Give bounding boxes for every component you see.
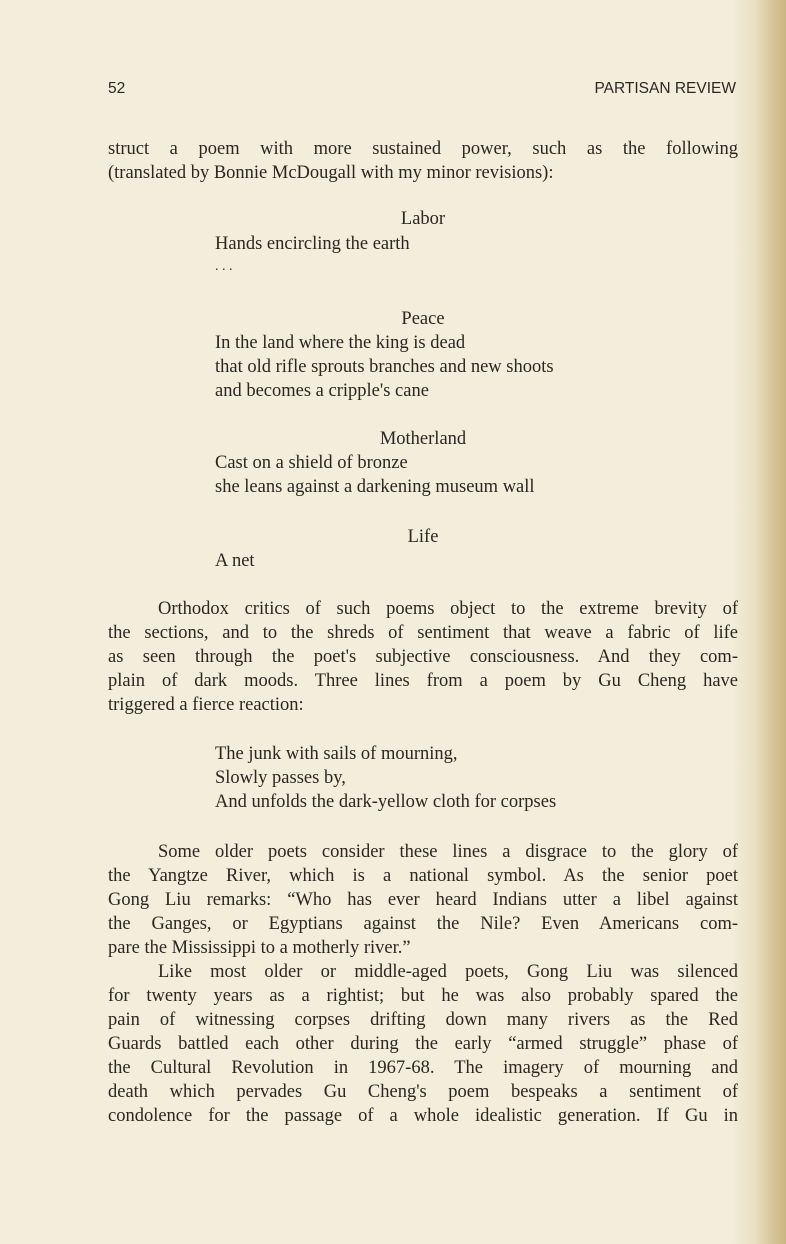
text-line: death which pervades Gu Cheng's poem bespeaks a sentiment of: [108, 1082, 738, 1102]
text-line: as seen through the poet's subjective consciousness. And they com-: [108, 647, 738, 667]
text-line: the Cultural Revolution in 1967-68. The imagery of mourning and: [108, 1058, 738, 1078]
text-line: Orthodox critics of such poems object to the extreme brevity of: [158, 599, 738, 619]
text-line: Some older poets consider these lines a disgrace to the glory of: [158, 842, 738, 862]
poem-section-title: Motherland: [379, 429, 467, 449]
text-line: for twenty years as a rightist; but he was also probably spared the: [108, 986, 738, 1006]
text-line: struct a poem with more sustained power, such as the following: [108, 139, 738, 159]
poem-line: and becomes a cripple's cane: [215, 381, 429, 401]
quote-line: And unfolds the dark-yellow cloth for corpses: [215, 792, 557, 812]
text-line: pare the Mississippi to a motherly river.”: [108, 938, 411, 958]
poem-line: that old rifle sprouts branches and new shoots: [215, 357, 554, 377]
quote-line: Slowly passes by,: [215, 768, 346, 788]
poem-line: In the land where the king is dead: [215, 333, 466, 353]
text-line: Guards battled each other during the early “armed struggle” phase of: [108, 1034, 738, 1054]
text-line: pain of witnessing corpses drifting down many rivers as the Red: [108, 1010, 738, 1030]
text-line: the sections, and to the shreds of sentiment that weave a fabric of life: [108, 623, 738, 643]
poem-line: A net: [215, 551, 255, 571]
poem-line: Hands encircling the earth: [215, 234, 410, 254]
text-line: Like most older or middle-aged poets, Gong Liu was silenced: [158, 962, 738, 982]
text-line: (translated by Bonnie McDougall with my minor revisions):: [108, 163, 554, 183]
poem-section-title: Peace: [401, 309, 445, 329]
text-line: Gong Liu remarks: “Who has ever heard Indians utter a libel against: [108, 890, 738, 910]
poem-ellipsis: . . .: [215, 259, 233, 274]
text-line: condolence for the passage of a whole idealistic generation. If Gu in: [108, 1106, 738, 1126]
poem-line: Cast on a shield of bronze: [215, 453, 408, 473]
poem-section-title: Life: [407, 527, 439, 547]
text-line: the Ganges, or Egyptians against the Nile? Even Americans com-: [108, 914, 738, 934]
running-head: PARTISAN REVIEW: [594, 80, 736, 97]
poem-line: she leans against a darkening museum wall: [215, 477, 535, 497]
text-line: triggered a fierce reaction:: [108, 695, 304, 715]
page-number: 52: [108, 80, 126, 97]
text-line: plain of dark moods. Three lines from a poem by Gu Cheng have: [108, 671, 738, 691]
poem-section-title: Labor: [400, 209, 446, 229]
text-line: the Yangtze River, which is a national symbol. As the senior poet: [108, 866, 738, 886]
quote-line: The junk with sails of mourning,: [215, 744, 458, 764]
